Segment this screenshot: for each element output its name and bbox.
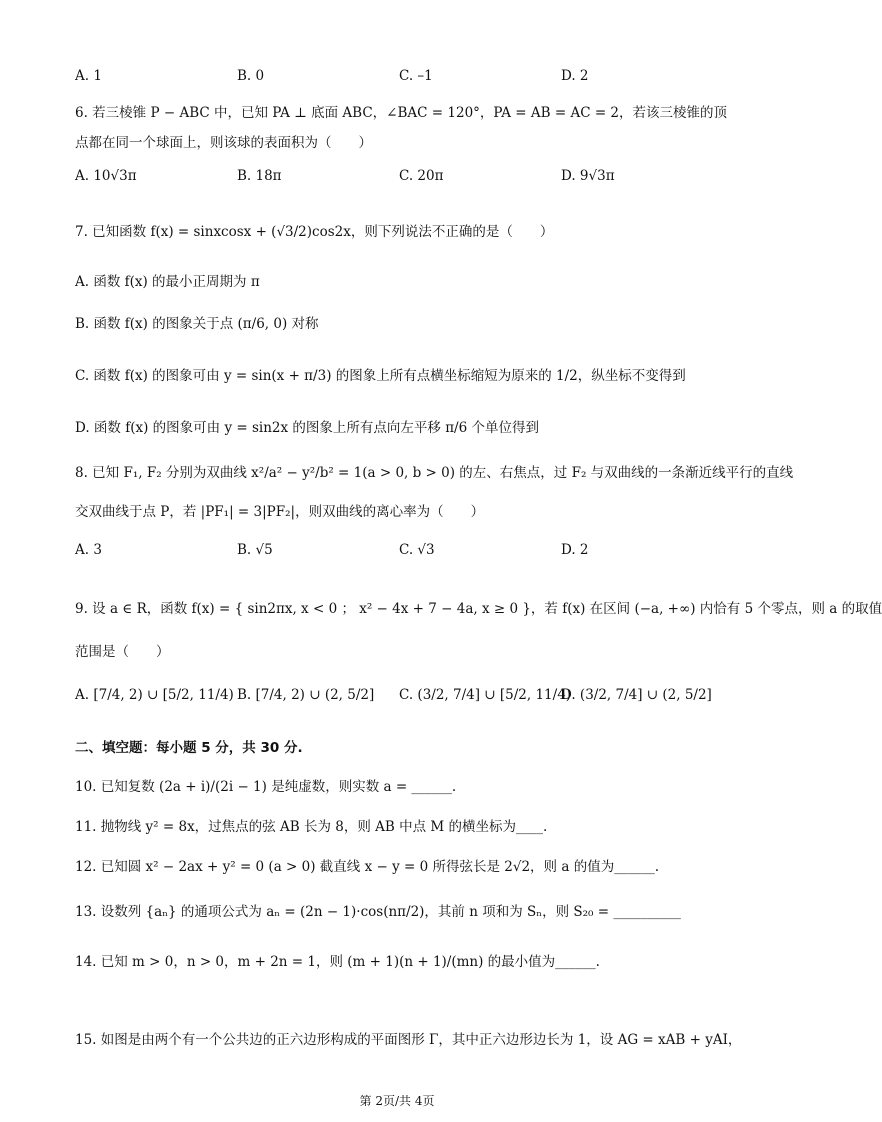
q6-option-b: B. 18π <box>237 168 282 184</box>
q8-stem-line2: 交双曲线于点 P，若 |PF₁| = 3|PF₂|，则双曲线的离心率为（ ） <box>75 504 485 520</box>
q8-stem-line1: 8. 已知 F₁, F₂ 分别为双曲线 x²/a² − y²/b² = 1(a > 0, b > 0) 的左、右焦点，过 F₂ 与双曲线的一条渐近线平行的直线 <box>75 465 794 481</box>
q6-option-d: D. 9√3π <box>561 168 615 184</box>
q8-option-d: D. 2 <box>561 542 589 558</box>
section-heading-fill-in: 二、填空题：每小题 5 分，共 30 分. <box>75 740 303 756</box>
q8-option-b: B. √5 <box>237 542 273 558</box>
q9-option-d: D. (3/2, 7/4] ∪ (2, 5/2] <box>561 687 712 703</box>
q6-stem-line2: 点都在同一个球面上，则该球的表面积为（ ） <box>75 135 372 151</box>
q7-option-d: D. 函数 f(x) 的图象可由 y = sin2x 的图象上所有点向左平移 π/6 个单位得到 <box>75 420 539 436</box>
q6-option-c: C. 20π <box>399 168 444 184</box>
q5-option-a: A. 1 <box>75 68 102 84</box>
q11-stem: 11. 抛物线 y² = 8x，过焦点的弦 AB 长为 8，则 AB 中点 M 的横坐标为____. <box>75 819 548 835</box>
q7-option-c: C. 函数 f(x) 的图象可由 y = sin(x + π/3) 的图象上所有点横坐标缩短为原来的 1/2，纵坐标不变得到 <box>75 368 686 384</box>
q5-option-c: C. –1 <box>399 68 433 84</box>
q5-option-d: D. 2 <box>561 68 589 84</box>
page-footer: 第 2页/共 4页 <box>359 1094 435 1108</box>
q7-stem: 7. 已知函数 f(x) = sinxcosx + (√3/2)cos2x，则下列说法不正确的是（ ） <box>75 224 554 240</box>
q9-stem-line1: 9. 设 a ∈ R，函数 f(x) = { sin2πx, x < 0 ； x² − 4x + 7 − 4a, x ≥ 0 }，若 f(x) 在区间 (−a, +∞) 内恰有 5 个零点，则 a 的取值 <box>75 601 882 617</box>
q15-stem: 15. 如图是由两个有一个公共边的正六边形构成的平面图形 Γ，其中正六边形边长为 1，设 AG = xAB + yAI， <box>75 1032 742 1048</box>
q7-option-a: A. 函数 f(x) 的最小正周期为 π <box>75 274 260 290</box>
q9-option-a: A. [7/4, 2) ∪ [5/2, 11/4) <box>75 687 234 703</box>
q5-option-b: B. 0 <box>237 68 265 84</box>
q6-stem-line1: 6. 若三棱锥 P − ABC 中，已知 PA ⊥ 底面 ABC，∠BAC = 120°，PA = AB = AC = 2，若该三棱锥的顶 <box>75 105 728 121</box>
q9-option-b: B. [7/4, 2) ∪ (2, 5/2] <box>237 687 375 703</box>
q6-option-a: A. 10√3π <box>75 168 137 184</box>
q9-stem-line2: 范围是（ ） <box>75 644 170 660</box>
q8-option-a: A. 3 <box>75 542 102 558</box>
q14-stem: 14. 已知 m > 0，n > 0，m + 2n = 1，则 (m + 1)(n + 1)/(mn) 的最小值为______. <box>75 954 600 970</box>
q13-stem: 13. 设数列 {aₙ} 的通项公式为 aₙ = (2n − 1)·cos(nπ/2)，其前 n 项和为 Sₙ，则 S₂₀ = __________ <box>75 904 681 920</box>
q10-stem: 10. 已知复数 (2a + i)/(2i − 1) 是纯虚数，则实数 a = ______. <box>75 779 457 795</box>
q12-stem: 12. 已知圆 x² − 2ax + y² = 0 (a > 0) 截直线 x − y = 0 所得弦长是 2√2，则 a 的值为______. <box>75 859 659 875</box>
q7-option-b: B. 函数 f(x) 的图象关于点 (π/6, 0) 对称 <box>75 316 319 332</box>
q9-option-c: C. (3/2, 7/4] ∪ [5/2, 11/4) <box>399 687 572 703</box>
q8-option-c: C. √3 <box>399 542 435 558</box>
